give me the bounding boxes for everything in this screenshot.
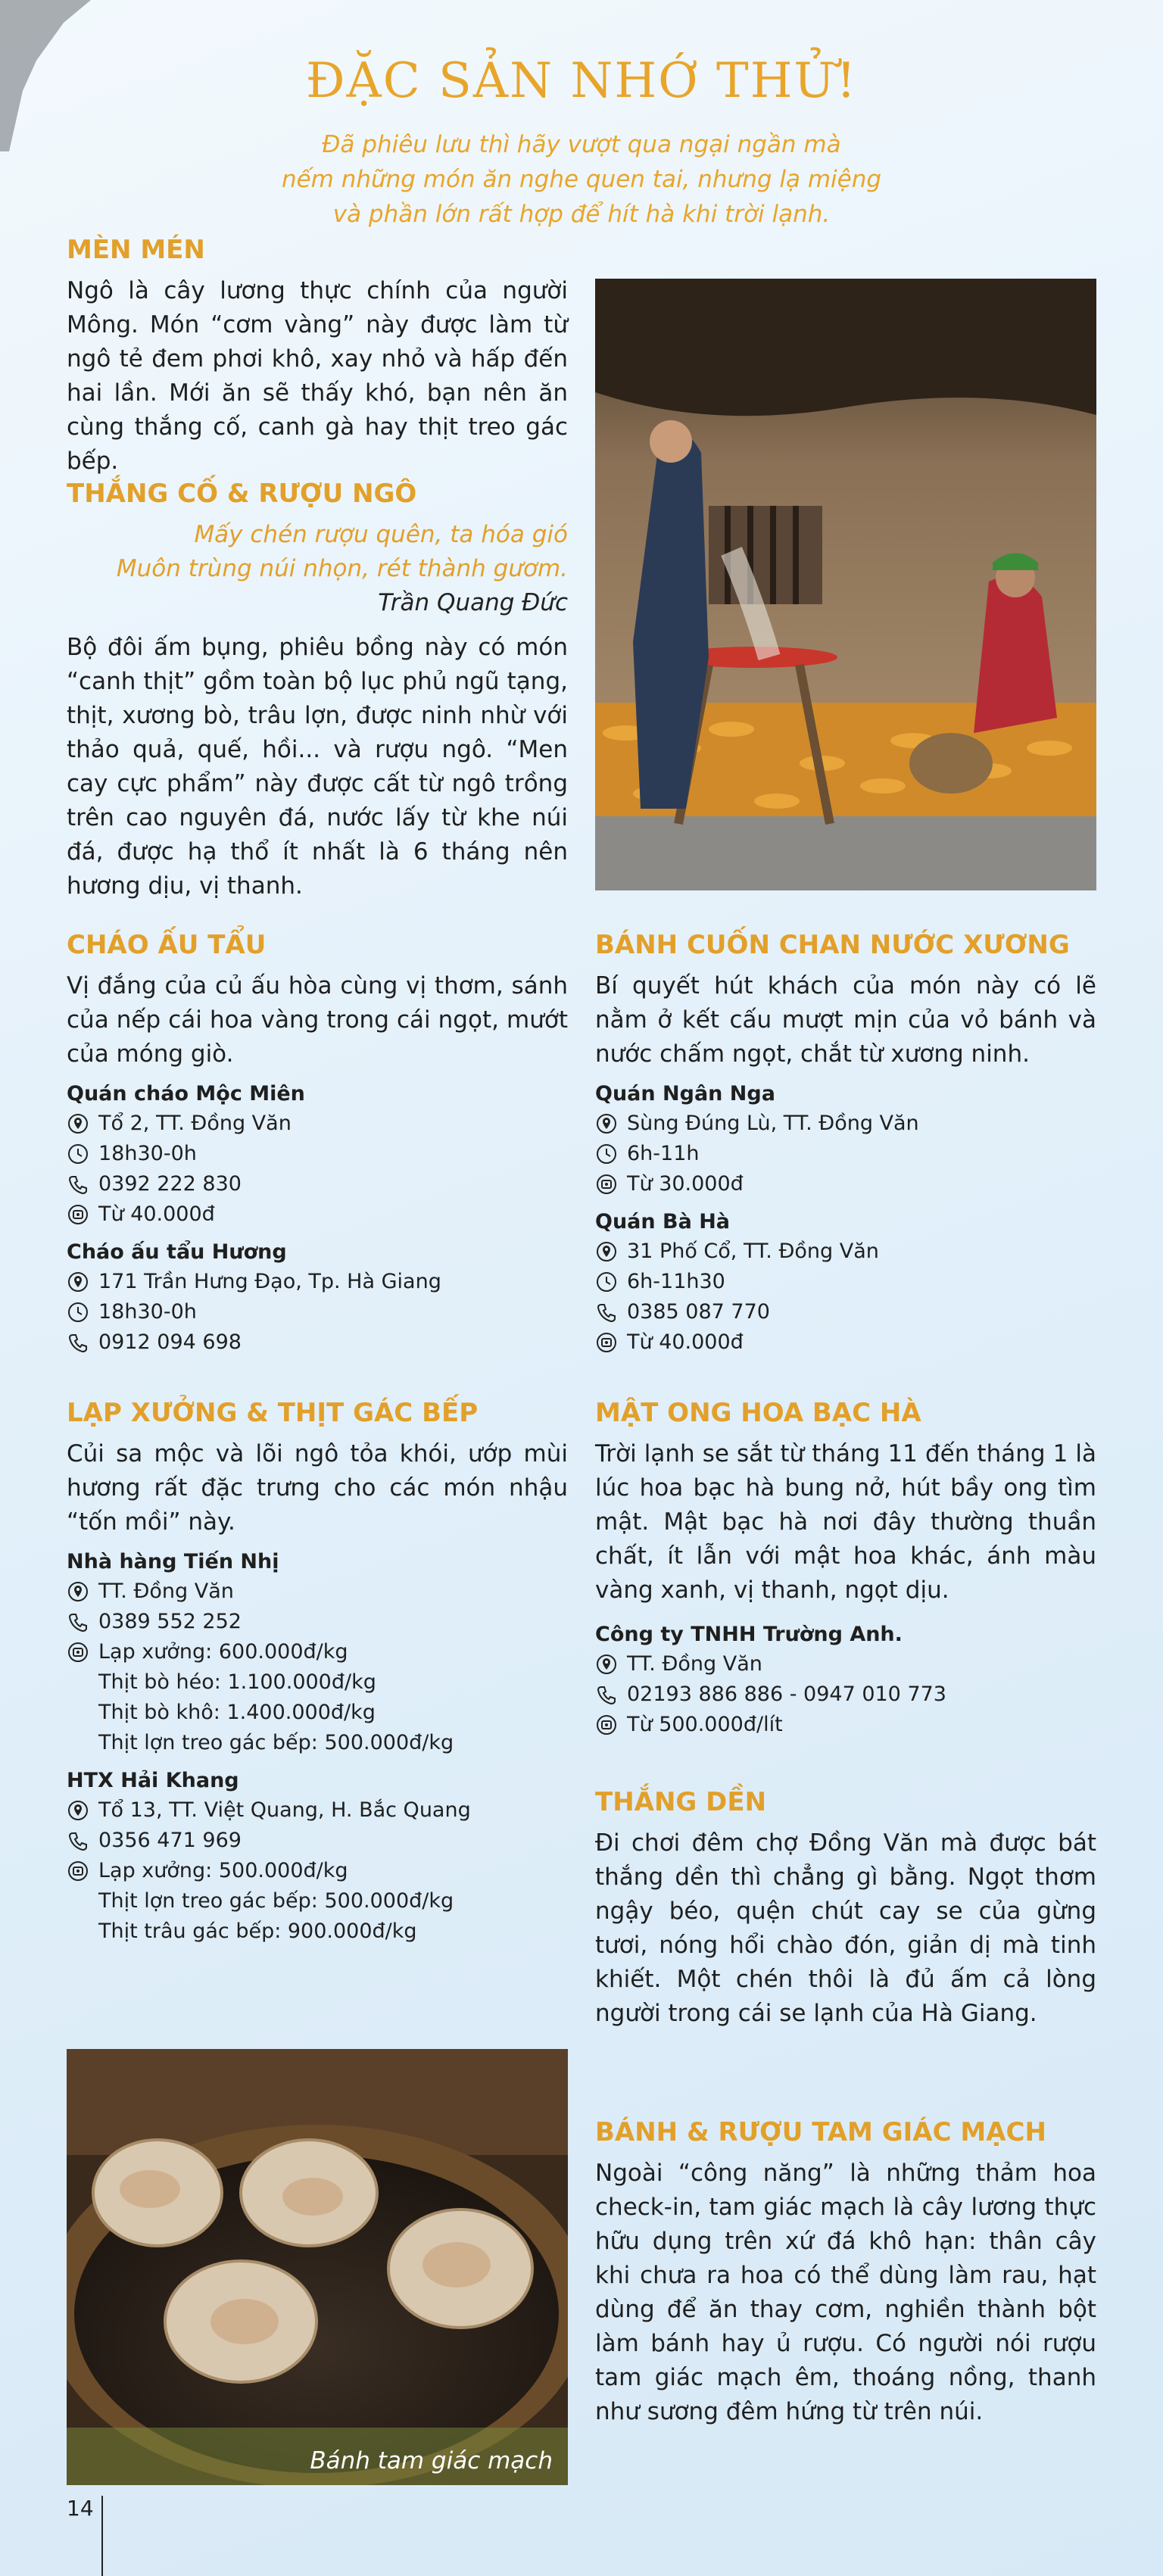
section-title: CHÁO ẤU TẨU <box>67 930 267 960</box>
venue-hours <box>595 1267 1096 1297</box>
section-thang-co <box>67 479 568 903</box>
venue-hours <box>67 1139 568 1169</box>
venue-address <box>67 1795 568 1826</box>
hours-text: 18h30-0h <box>98 1300 197 1324</box>
section-title: THẮNG DỀN <box>595 1787 767 1817</box>
clock-icon <box>595 1271 618 1293</box>
section-body: Củi sa mộc và lõi ngô tỏa khói, ướp mùi hương rất đặc trưng cho các món nhậu “tốn mồi” này. <box>67 1440 568 1536</box>
venue-price <box>67 1199 568 1230</box>
hours-text: 18h30-0h <box>98 1142 197 1165</box>
venue-name: Nhà hàng Tiến Nhị <box>67 1550 279 1573</box>
venue-phone <box>595 1297 1096 1327</box>
phone-icon <box>67 1173 89 1196</box>
venue-name: Công ty TNHH Trường Anh. <box>595 1623 903 1646</box>
price-tag-icon <box>67 1203 89 1226</box>
phone-icon <box>67 1611 89 1633</box>
venue-name: Quán Ngân Nga <box>595 1082 775 1106</box>
poem-author: Trần Quang Đức <box>378 589 568 616</box>
address-text: TT. Đồng Văn <box>98 1580 234 1603</box>
price-tag-icon <box>67 1641 89 1664</box>
phone-icon <box>595 1683 618 1706</box>
price-line: Thịt lợn treo gác bếp: 500.000đ/kg <box>98 1731 454 1754</box>
price-text: Lạp xưởng: 500.000đ/kg <box>98 1859 348 1882</box>
photo-corn-drying <box>595 279 1096 890</box>
venue-address <box>595 1109 1096 1139</box>
location-pin-icon <box>67 1271 89 1293</box>
price-text: Lạp xưởng: 600.000đ/kg <box>98 1640 348 1664</box>
price-text: Từ 500.000đ/lít <box>627 1713 783 1736</box>
venue-address <box>595 1649 1096 1679</box>
address-text: Sùng Đúng Lù, TT. Đồng Văn <box>627 1112 919 1135</box>
clock-icon <box>67 1143 89 1165</box>
address-text: 31 Phố Cổ, TT. Đồng Văn <box>627 1240 879 1263</box>
location-pin-icon <box>595 1653 618 1676</box>
section-lap-xuong <box>67 1398 568 1947</box>
phone-text: 02193 886 886 - 0947 010 773 <box>627 1683 946 1706</box>
poem-line: Muôn trùng núi nhọn, rét thành gươm. <box>116 555 568 582</box>
price-text: Từ 40.000đ <box>98 1202 215 1226</box>
price-tag-icon <box>595 1714 618 1736</box>
section-title: LẠP XƯỞNG & THỊT GÁC BẾP <box>67 1398 479 1428</box>
section-body: Vị đắng của củ ấu hòa cùng vị thơm, sánh của nếp cái hoa vàng trong cái ngọt, mướt của móng giò. <box>67 972 568 1068</box>
location-pin-icon <box>67 1580 89 1603</box>
venue-name: Cháo ấu tẩu Hương <box>67 1240 287 1264</box>
page-number: 14 <box>67 2496 94 2521</box>
section-body: Bộ đôi ấm bụng, phiêu bồng này có món “canh thịt” gồm toàn bộ lục phủ ngũ tạng, thịt, xương bò, trâu lợn, được ninh nhừ với thảo quả, quế, hồi... và rượu ngô. “Men cay cực phẩm” này được cất từ ngô trồng trên cao nguyên đá, nước lấy từ khe núi đá, được hạ thổ ít nhất là 6 tháng nên hương dịu, vị thanh. <box>67 634 568 900</box>
venue-address <box>67 1109 568 1139</box>
venue-name: HTX Hải Khang <box>67 1769 239 1792</box>
photo-caption: Bánh tam giác mạch <box>310 2447 553 2475</box>
venue-hours <box>67 1297 568 1327</box>
location-pin-icon <box>67 1112 89 1135</box>
clock-icon <box>67 1301 89 1324</box>
venue-price <box>595 1327 1096 1358</box>
phone-text: 0912 094 698 <box>98 1330 242 1354</box>
price-text: Từ 30.000đ <box>627 1172 744 1196</box>
venue-phone <box>595 1679 1096 1710</box>
section-chao-au-tau <box>67 930 568 1358</box>
venue-price <box>67 1637 568 1667</box>
venue-address <box>67 1267 568 1297</box>
venue-phone <box>67 1327 568 1358</box>
section-mat-ong <box>595 1398 1096 1740</box>
price-line: Thịt trâu gác bếp: 900.000đ/kg <box>98 1920 417 1943</box>
intro-line: Đã phiêu lưu thì hãy vượt qua ngại ngần mà <box>322 131 841 158</box>
phone-text: 0392 222 830 <box>98 1172 242 1196</box>
price-line: Thịt lợn treo gác bếp: 500.000đ/kg <box>98 1889 454 1913</box>
venue-phone <box>67 1607 568 1637</box>
venue-price <box>595 1169 1096 1199</box>
intro-line: và phần lớn rất hợp để hít hà khi trời lạnh. <box>332 201 831 228</box>
clock-icon <box>595 1143 618 1165</box>
price-tag-icon <box>595 1331 618 1354</box>
section-body: Ngô là cây lương thực chính của người Mông. Món “cơm vàng” này được làm từ ngô tẻ đem phơi khô, xay nhỏ và hấp đến hai lần. Mới ăn sẽ thấy khó, bạn nên ăn cùng thắng cố, canh gà hay thịt treo gác bếp. <box>67 277 568 475</box>
phone-icon <box>67 1331 89 1354</box>
page-number-rule <box>101 2496 103 2576</box>
venue-name: Quán Bà Hà <box>595 1210 731 1233</box>
section-banh-cuon <box>595 930 1096 1358</box>
venue-address <box>67 1576 568 1607</box>
photo-buckwheat-cakes <box>67 2049 568 2485</box>
venue-name: Quán cháo Mộc Miên <box>67 1082 305 1106</box>
section-body: Đi chơi đêm chợ Đồng Văn mà được bát thắng dền thì chẳng gì bằng. Ngọt thơm ngậy béo, quện chút cay se của gừng tươi, nóng hổi chào đón, giản dị mà tinh khiết. Một chén thôi là đủ ấm cả lòng người trong cái se lạnh của Hà Giang. <box>595 1829 1096 2027</box>
price-text: Từ 40.000đ <box>627 1330 744 1354</box>
section-title: MÈN MÉN <box>67 235 205 265</box>
phone-icon <box>67 1829 89 1852</box>
venue-phone <box>67 1826 568 1856</box>
phone-icon <box>595 1301 618 1324</box>
page-title: ĐẶC SẢN NHỚ THỬ! <box>305 53 858 109</box>
phone-text: 0385 087 770 <box>627 1300 770 1324</box>
section-tam-giac-mach <box>595 2117 1096 2429</box>
photo-illustration <box>67 2049 568 2485</box>
section-title: THẮNG CỐ & RƯỢU NGÔ <box>67 479 417 509</box>
section-body: Bí quyết hút khách của món này có lẽ nằm ở kết cấu mượt mịn của vỏ bánh và nước chấm ngọt, chắt từ xương ninh. <box>595 972 1096 1068</box>
venue-price <box>595 1710 1096 1740</box>
intro-line: nếm những món ăn nghe quen tai, nhưng lạ miệng <box>281 166 882 193</box>
location-pin-icon <box>595 1240 618 1263</box>
photo-illustration <box>595 279 1096 890</box>
price-line: Thịt bò khô: 1.400.000đ/kg <box>98 1701 376 1724</box>
section-thang-den <box>595 1787 1096 2031</box>
poem-line: Mấy chén rượu quên, ta hóa gió <box>194 521 568 548</box>
venue-address <box>595 1237 1096 1267</box>
address-text: Tổ 13, TT. Việt Quang, H. Bắc Quang <box>98 1798 471 1822</box>
phone-text: 0389 552 252 <box>98 1610 242 1633</box>
location-pin-icon <box>595 1112 618 1135</box>
address-text: 171 Trần Hưng Đạo, Tp. Hà Giang <box>98 1270 441 1293</box>
section-title: BÁNH CUỐN CHAN NƯỚC XƯƠNG <box>595 930 1070 960</box>
price-line: Thịt bò héo: 1.100.000đ/kg <box>98 1670 376 1694</box>
venue-phone <box>67 1169 568 1199</box>
section-title: BÁNH & RƯỢU TAM GIÁC MẠCH <box>595 2117 1046 2147</box>
intro-text <box>0 127 1163 232</box>
section-title: MẬT ONG HOA BẠC HÀ <box>595 1398 921 1428</box>
venue-hours <box>595 1139 1096 1169</box>
venue-price <box>67 1856 568 1886</box>
address-text: Tổ 2, TT. Đồng Văn <box>98 1112 292 1135</box>
price-tag-icon <box>595 1173 618 1196</box>
phone-text: 0356 471 969 <box>98 1829 242 1852</box>
section-body: Ngoài “công năng” là những thảm hoa check-in, tam giác mạch là cây lương thực hữu dụng trên xứ đá khô hạn: thân cây khi chưa ra hoa có thể dùng làm rau, hạt dùng để ăn thay cơm, nghiền thành bột làm bánh hay ủ rượu. Có người nói rượu tam giác mạch êm, thoáng nồng, thanh như sương đêm hứng từ trên núi. <box>595 2160 1096 2425</box>
hours-text: 6h-11h <box>627 1142 700 1165</box>
section-men-men <box>67 235 568 479</box>
location-pin-icon <box>67 1799 89 1822</box>
address-text: TT. Đồng Văn <box>627 1652 762 1676</box>
hours-text: 6h-11h30 <box>627 1270 725 1293</box>
section-body: Trời lạnh se sắt từ tháng 11 đến tháng 1 là lúc hoa bạc hà bung nở, hút bầy ong tìm mật. Mật bạc hà nơi đây thường thuần chất, ít lẫn với mật hoa khác, ánh màu vàng xanh, vị thanh, ngọt dịu. <box>595 1440 1096 1604</box>
price-tag-icon <box>67 1860 89 1882</box>
